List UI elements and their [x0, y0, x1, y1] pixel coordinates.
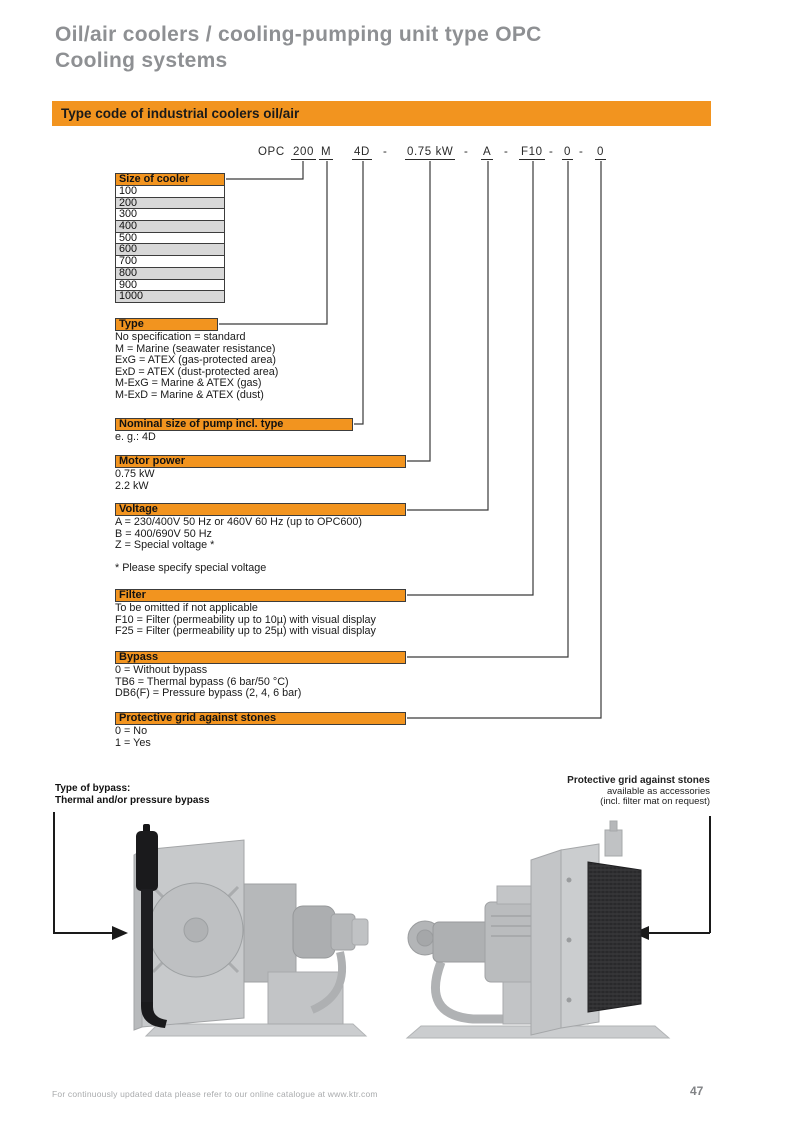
text-line: 0 = No: [115, 725, 148, 737]
section-lines-grid: [115, 726, 151, 749]
code-type: M: [321, 146, 332, 158]
text-line: M = Marine (seawater resistance): [115, 342, 276, 355]
page-title: [55, 22, 542, 74]
section-banner: Type code of industrial coolers oil/air: [52, 101, 711, 126]
cooler-image-bypass: [128, 822, 373, 1047]
section-header-bypass: Bypass: [115, 651, 406, 664]
title-line-1: Oil/air coolers / cooling-pumping unit type OPC: [55, 23, 542, 46]
connector-grid: [407, 161, 601, 718]
connector-bypass: [407, 161, 568, 657]
table-row: 600: [115, 244, 225, 256]
protective-grid-panel: [588, 862, 641, 1012]
text-line: M-ExG = Marine & ATEX (gas): [115, 377, 262, 390]
bypass-annotation-title: Type of bypass:: [55, 783, 131, 794]
title-line-2: Cooling systems: [55, 49, 228, 72]
size-of-cooler-table: [115, 173, 225, 303]
text-line: 2.2 kW: [115, 479, 149, 492]
connector-power: [407, 161, 430, 461]
grid-annotation-title: Protective grid against stones: [567, 775, 710, 786]
code-voltage: A: [483, 146, 492, 158]
cooler-image-grid: [403, 820, 703, 1050]
code-dash-4: -: [549, 146, 554, 158]
text-line: * Please specify special voltage: [115, 562, 267, 574]
section-header-power: Motor power: [115, 455, 406, 468]
section-header-grid: Protective grid against stones: [115, 712, 406, 725]
code-pump: 4D: [354, 146, 370, 158]
fan-housing: [244, 884, 296, 982]
code-prefix: OPC: [258, 146, 285, 158]
footer-note: For continuously updated data please refer to our online catalogue at www.ktr.com: [52, 1089, 378, 1099]
text-line: F25 = Filter (permeability up to 25µ) with visual display: [115, 625, 376, 638]
connector-size: [226, 161, 303, 179]
table-row: 700: [115, 256, 225, 268]
size-table-header: Size of cooler: [115, 173, 225, 186]
section-header-filter: Filter: [115, 589, 406, 602]
table-row: 100: [115, 186, 225, 198]
bypass-annotation: [55, 783, 210, 807]
table-row: 300: [115, 209, 225, 221]
text-line: 0 = Without bypass: [115, 664, 208, 676]
table-row: 500: [115, 233, 225, 245]
connector-pump: [354, 161, 363, 424]
text-line: M-ExD = Marine & ATEX (dust): [115, 388, 264, 401]
code-bypass: 0: [564, 146, 571, 158]
voltage-footnote: [115, 563, 266, 575]
grid-annotation-line2: available as accessories: [607, 785, 710, 797]
table-row: 900: [115, 280, 225, 292]
code-dash-1: -: [383, 146, 388, 158]
cooler-side: [531, 850, 561, 1035]
arrow-right-icon: [112, 926, 128, 940]
table-row: 400: [115, 221, 225, 233]
section-header-voltage: Voltage: [115, 503, 406, 516]
text-line: ExD = ATEX (dust-protected area): [115, 365, 279, 378]
text-line: To be omitted if not applicable: [115, 602, 258, 614]
table-row: 1000: [115, 291, 225, 303]
grid-annotation: [567, 776, 710, 808]
code-dash-5: -: [579, 146, 584, 158]
text-line: e. g.: 4D: [115, 431, 156, 443]
pump-end: [352, 919, 368, 945]
section-lines-bypass: [115, 665, 301, 700]
section-lines-power: [115, 469, 155, 492]
section-lines-voltage: [115, 517, 362, 552]
bypass-annotation-subtitle: Thermal and/or pressure bypass: [55, 795, 210, 806]
grid-pointer-line-vertical: [709, 816, 711, 933]
coupling: [331, 914, 355, 950]
table-row: 200: [115, 198, 225, 210]
section-lines-type: [115, 332, 278, 402]
code-dash-3: -: [504, 146, 509, 158]
bypass-pointer-line-vertical: [53, 812, 55, 933]
base-plate: [146, 1024, 366, 1036]
text-line: B = 400/690V 50 Hz: [115, 527, 212, 540]
section-header-pump: Nominal size of pump incl. type: [115, 418, 353, 431]
code-dash-2: -: [464, 146, 469, 158]
text-line: No specification = standard: [115, 331, 246, 343]
text-line: ExG = ATEX (gas-protected area): [115, 354, 276, 367]
connector-filter: [407, 161, 533, 595]
code-grid: 0: [597, 146, 604, 158]
connector-type: [219, 161, 327, 324]
grid-annotation-line3: (incl. filter mat on request): [600, 796, 710, 807]
code-filter: F10: [521, 146, 543, 158]
text-line: TB6 = Thermal bypass (6 bar/50 °C): [115, 675, 289, 688]
section-lines-filter: [115, 603, 376, 638]
connector-voltage: [407, 161, 488, 510]
code-size: 200: [293, 146, 314, 158]
section-header-type: Type: [115, 318, 218, 331]
text-line: F10 = Filter (permeability up to 10µ) with visual display: [115, 613, 376, 626]
shaft: [433, 922, 491, 962]
page-number: 47: [690, 1084, 704, 1098]
motor-body: [293, 906, 335, 958]
bypass-pointer-line-horizontal: [53, 932, 113, 934]
text-line: DB6(F) = Pressure bypass (2, 4, 6 bar): [115, 687, 302, 700]
breather-cap: [605, 830, 622, 856]
table-row: 800: [115, 268, 225, 280]
text-line: 1 = Yes: [115, 736, 151, 749]
text-line: A = 230/400V 50 Hz or 460V 60 Hz (up to OPC600): [115, 516, 362, 528]
text-line: Z = Special voltage *: [115, 539, 215, 552]
text-line: 0.75 kW: [115, 468, 155, 480]
code-power: 0.75 kW: [407, 146, 454, 158]
section-lines-pump: [115, 432, 156, 444]
